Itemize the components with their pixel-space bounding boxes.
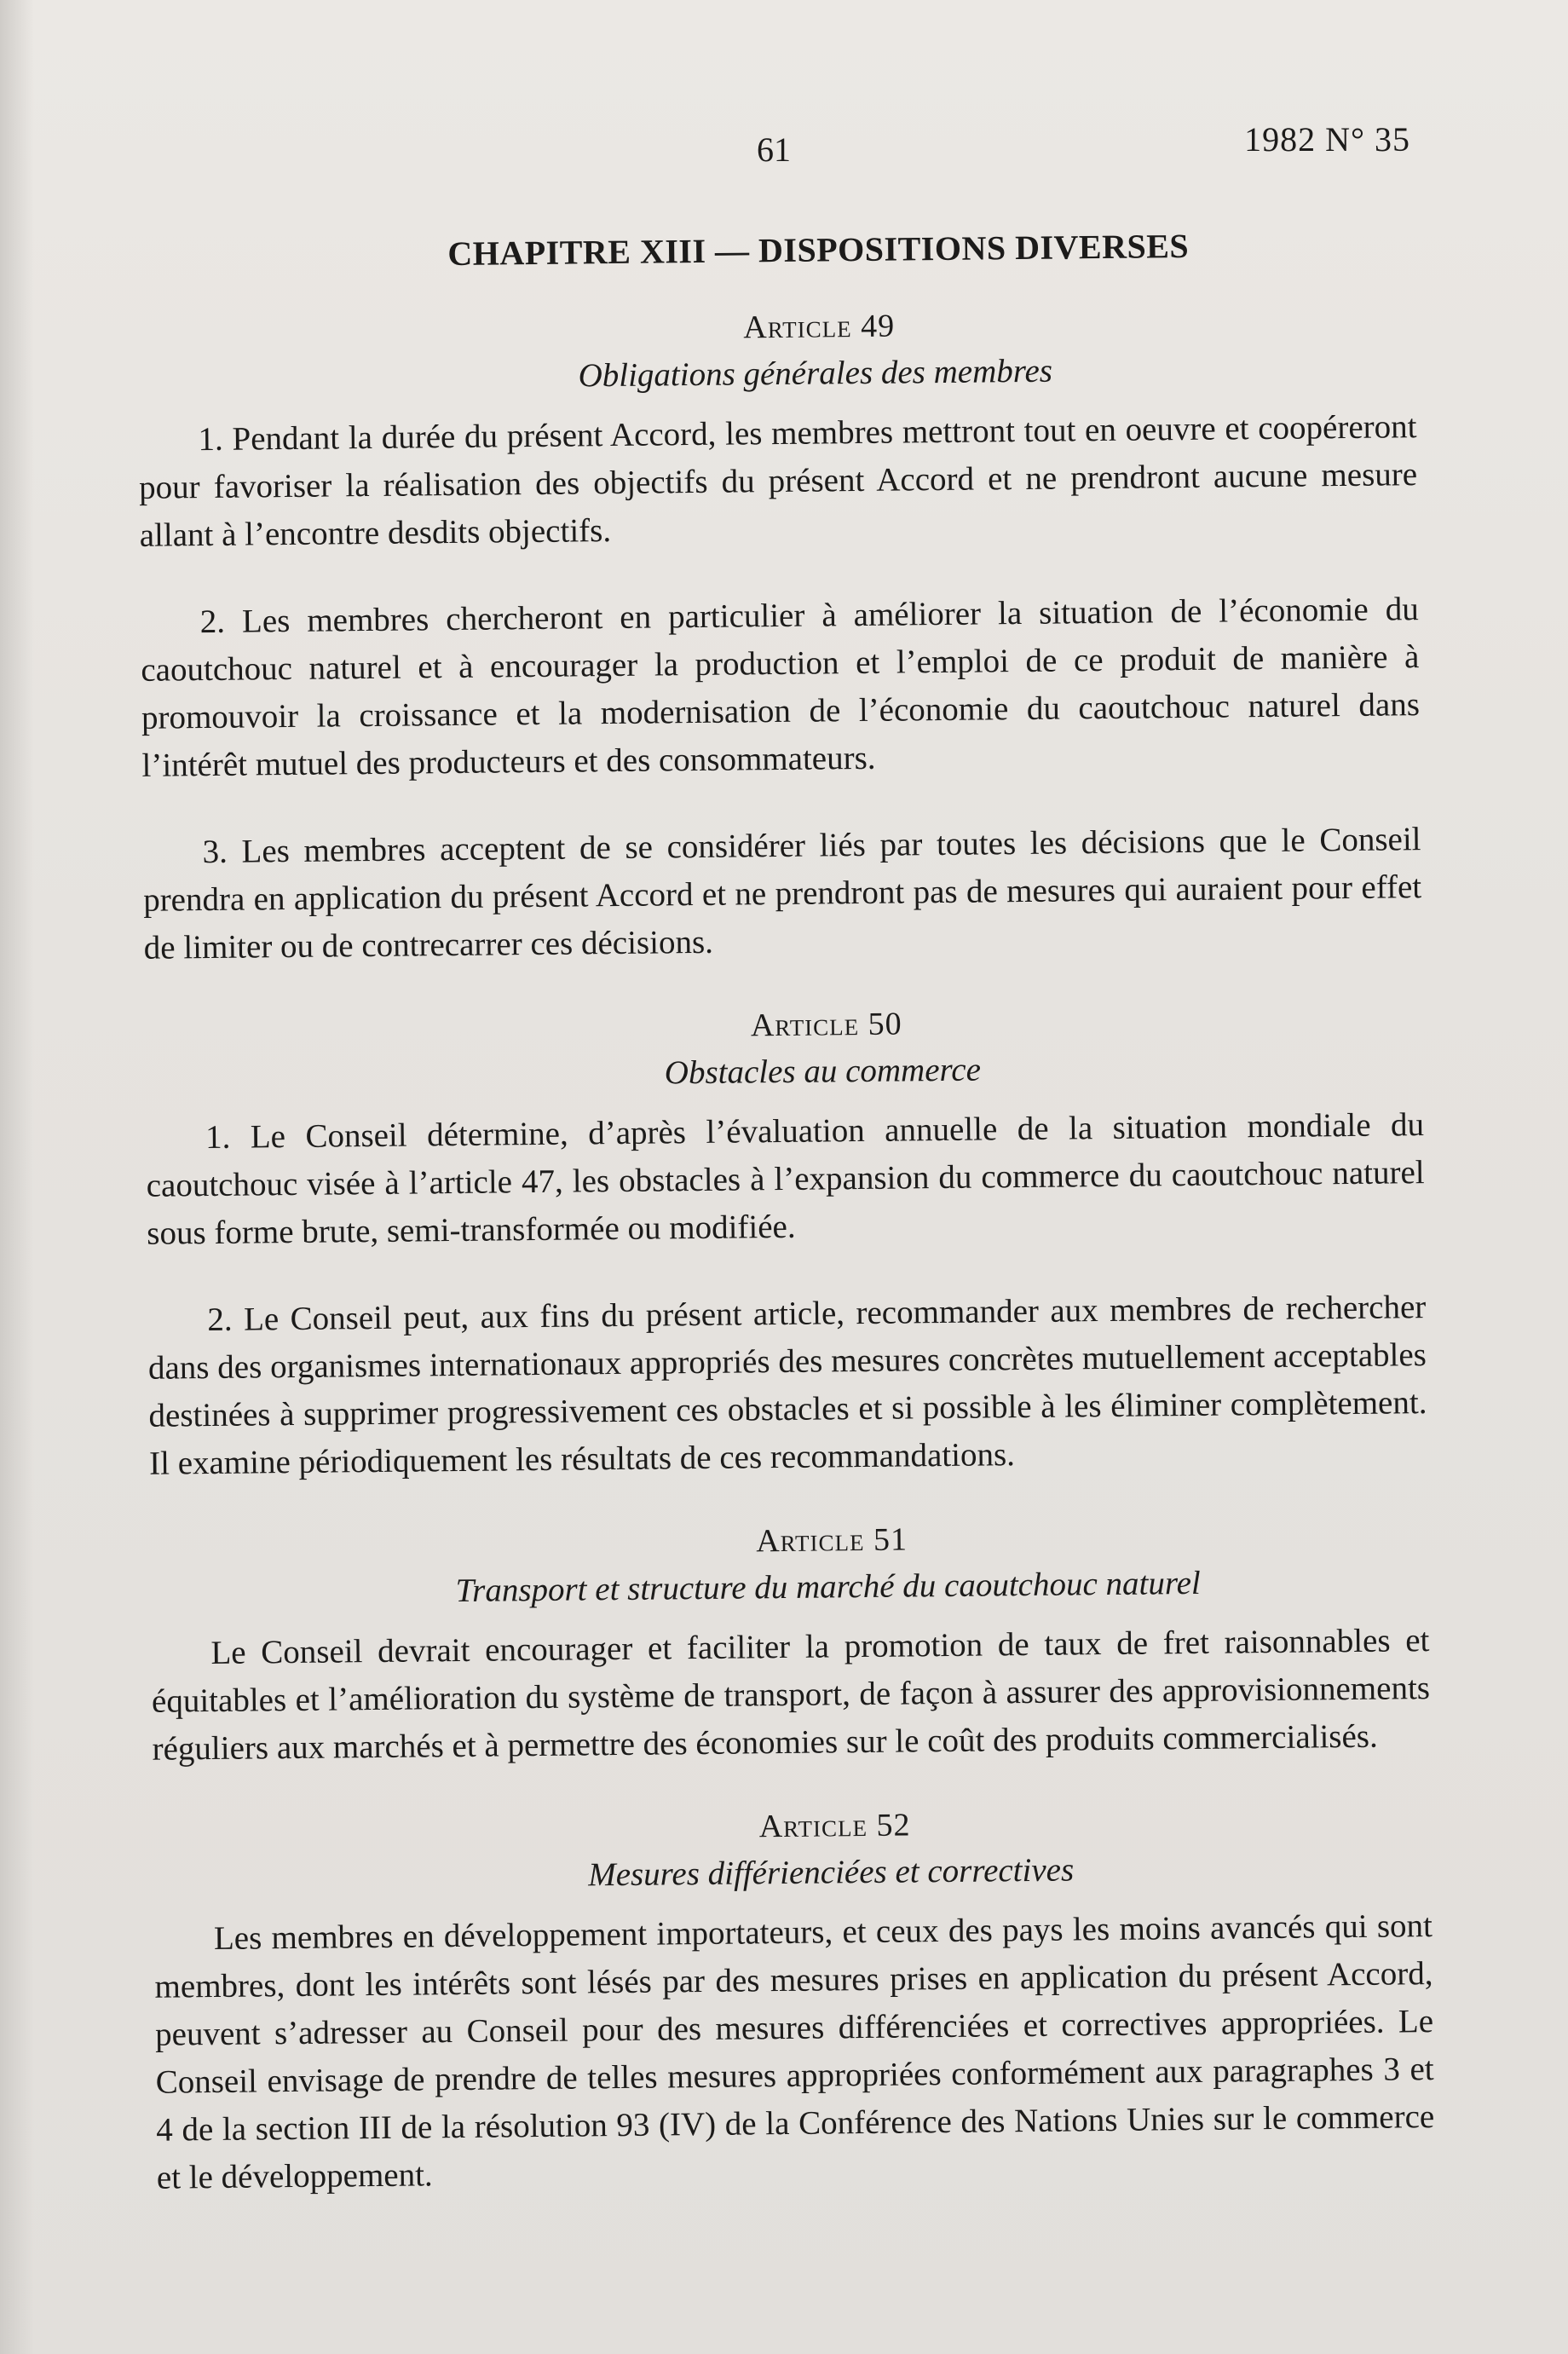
- page-binding-shadow: [0, 0, 34, 2354]
- paragraph: Le Conseil devrait encourager et faciliter la promotion de taux de fret raisonnables et équitables et l’amélioration du système de transport, de façon à assurer des approvisionnements réguliers aux marchés et à permettre des économies sur le coût des produits commercialisés.: [151, 1622, 1431, 1768]
- paragraph: 2. Le Conseil peut, aux fins du présent article, recommander aux membres de rechercher dans des organismes internationaux appropriés des mesures concrètes mutuellement acceptables destinées à supprimer progressivement ces obstacles et si possible à les éliminer complètement. Il examine périodiquement les résultats de ces recommandations.: [147, 1289, 1427, 1482]
- article-50: [145, 1000, 1428, 1488]
- article-subtitle: Transport et structure du marché du caoutchouc naturel: [455, 1564, 1201, 1610]
- article-subtitle: Obstacles au commerce: [664, 1051, 982, 1092]
- document-reference: 1982 N° 35: [1244, 120, 1410, 159]
- article-52: [153, 1801, 1435, 2202]
- paragraph: 2. Les membres chercheront en particulier à améliorer la situation de l’économie du caoutchouc naturel et à encourager la production et l’emploi de ce produit de manière à promouvoir la croissance et la modernisation de l’économie du caoutchouc naturel dans l’intérêt mutuel des producteurs et des consommateurs.: [141, 591, 1421, 784]
- page-content: [136, 223, 1436, 2241]
- paragraph: 3. Les membres acceptent de se considérer liés par toutes les décisions que le Conseil prendra en application du présent Accord et ne prendront pas de mesures qui auraient pour effet de limiter ou de contrecarrer ces décisions.: [142, 821, 1422, 966]
- article-subtitle: Mesures différienciées et correctives: [587, 1851, 1075, 1894]
- article-heading: Article 52: [758, 1807, 911, 1845]
- paragraph: 1. Le Conseil détermine, d’après l’évaluation annuelle de la situation mondiale du caoutchouc visée à l’article 47, les obstacles à l’expansion du commerce du caoutchouc naturel sous forme brute, semi-transformée ou modifiée.: [146, 1106, 1425, 1252]
- article-heading: Article 51: [755, 1521, 908, 1560]
- article-49: [137, 302, 1422, 972]
- article-subtitle: Obligations générales des membres: [578, 352, 1053, 395]
- article-heading: Article 49: [743, 308, 896, 346]
- chapter-title: CHAPITRE XIII — DISPOSITIONS DIVERSES: [447, 226, 1190, 274]
- paragraph: 1. Pendant la durée du présent Accord, les membres mettront tout en oeuvre et coopéreront pour favoriser la réalisation des objectifs du présent Accord et ne prendront aucune mesure allant à l’encontre desdits objectifs.: [138, 408, 1418, 554]
- article-51: [150, 1515, 1431, 1774]
- page-header: [0, 119, 1568, 170]
- article-heading: Article 50: [750, 1006, 902, 1044]
- paragraph: Les membres en développement importateurs, et ceux des pays les moins avancés qui sont membres, dont les intérêts sont lésés par des mesures prises en application du présent Accord, peuvent s’adresser au Conseil pour des mesures différenciées et correctives appropriées. Le Conseil envisage de prendre de telles mesures appropriées conformément aux paragraphes 3 et 4 de la section III de la résolution 93 (IV) de la Conférence des Nations Unies sur le commerce et le développement.: [154, 1907, 1435, 2196]
- page-number: 61: [757, 130, 791, 169]
